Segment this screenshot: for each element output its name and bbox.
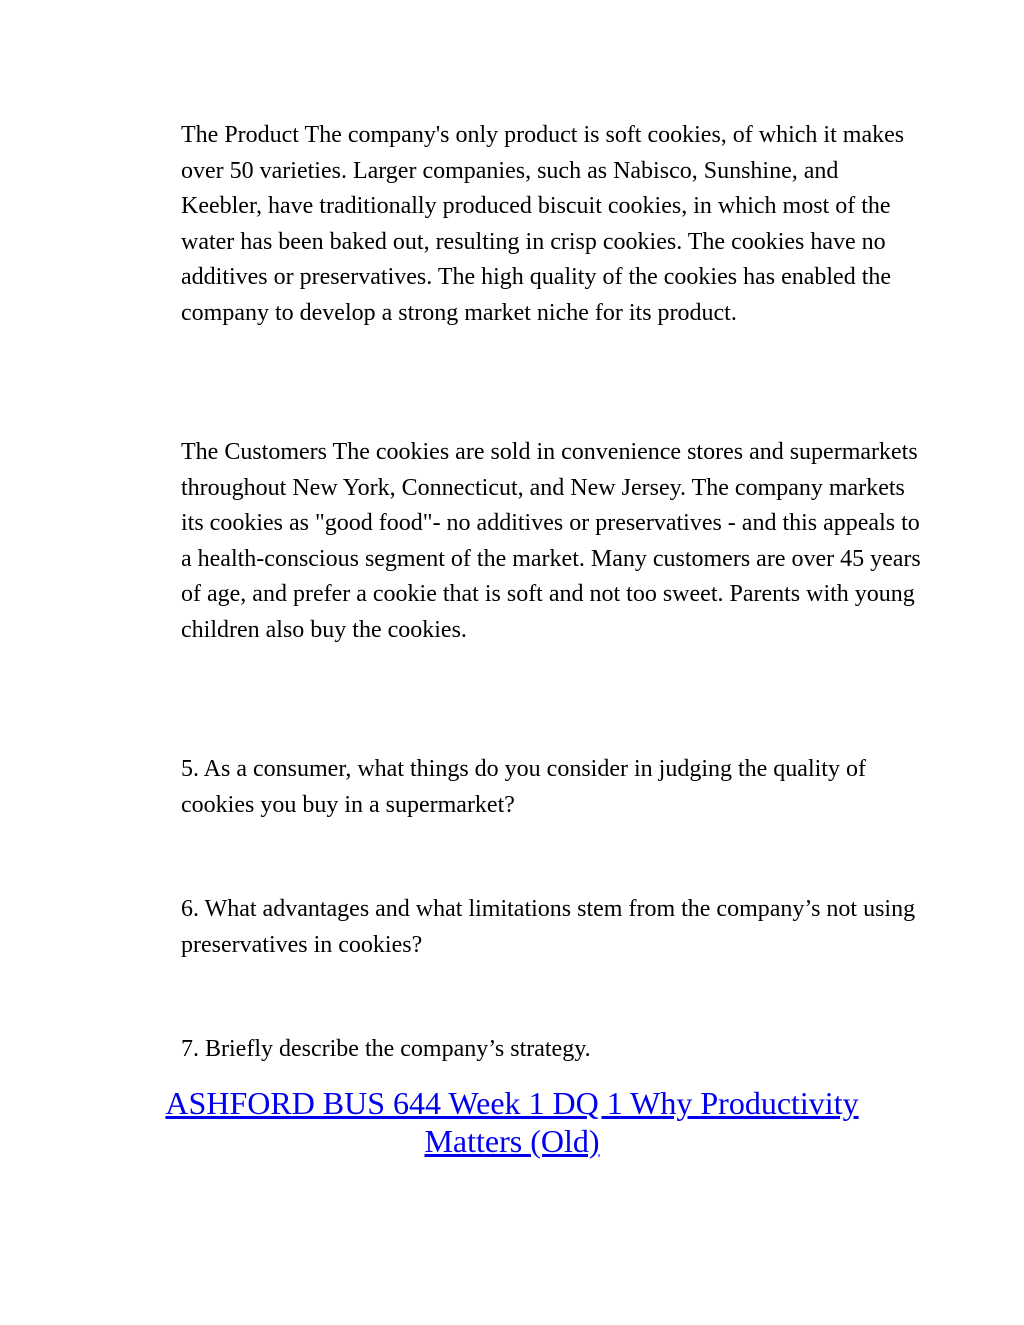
question-5: 5. As a consumer, what things do you consider in judging the quality of cookies you buy in a supermarket? — [181, 756, 866, 818]
link-container — [130, 1084, 894, 1160]
question-7: 7. Briefly describe the company’s strategy. — [181, 1036, 591, 1062]
customers-paragraph: The Customers The cookies are sold in convenience stores and supermarkets throughout New York, Connecticut, and New Jersey. The company markets its cookies as "good food"- no additives or preservatives - and this appeals to a health-conscious segment of the market. Many customers are over 45 years of age, and prefer a cookie that is soft and not too sweet. Parents with young children also buy the cookies. — [181, 439, 921, 643]
course-link[interactable]: ASHFORD BUS 644 Week 1 DQ 1 Why Productivity Matters (Old) — [165, 1085, 859, 1159]
question-6: 6. What advantages and what limitations stem from the company’s not using preservatives in cookies? — [181, 896, 916, 958]
product-paragraph: The Product The company's only product is soft cookies, of which it makes over 50 varieties. Larger companies, such as Nabisco, Sunshine, and Keebler, have traditionally produced biscuit cookies, in which most of the water has been baked out, resulting in crisp cookies. The cookies have no additives or preservatives. The high quality of the cookies has enabled the company to develop a strong market niche for its product. — [181, 122, 905, 326]
